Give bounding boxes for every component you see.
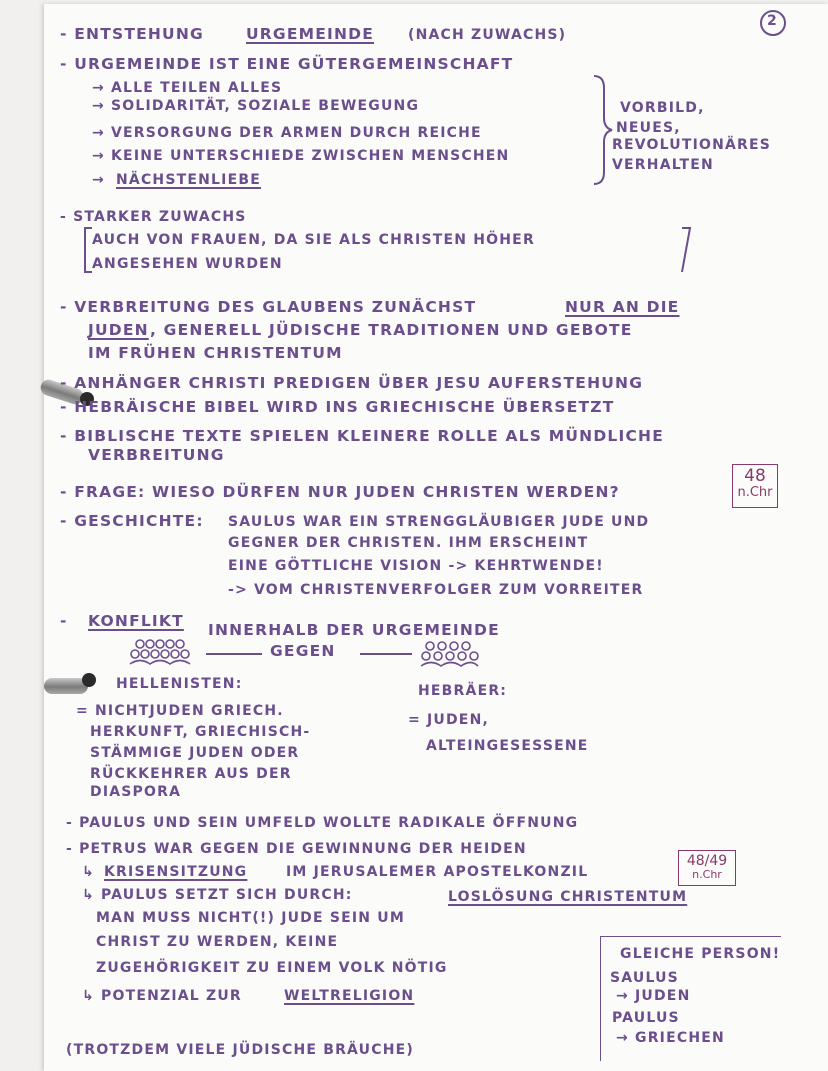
brace-note: NEUES,: [616, 120, 681, 136]
hellenisten-label: HELLENISTEN:: [116, 676, 243, 692]
stamp-year: 48: [744, 466, 766, 486]
crowd-right-icon: [418, 641, 480, 669]
list-item: → ALLE TEILEN ALLES: [92, 80, 283, 96]
starker-zuwachs: - STARKER ZUWACHS: [60, 209, 247, 225]
list-item: → SOLIDARITÄT, SOZIALE BEWEGUNG: [92, 98, 420, 114]
apostelkonzil-line: IM JERUSALEMER APOSTELKONZIL: [286, 864, 589, 880]
auferstehung-line: - ANHÄNGER CHRISTI PREDIGEN ÜBER JESU AUFERSTEHUNG: [60, 374, 644, 392]
brace-note: VORBILD,: [620, 100, 705, 116]
hebraeer-line: ALTEINGESESSENE: [426, 738, 589, 754]
brace-note: REVOLUTIONÄRES: [612, 137, 772, 153]
bibel-line: - HEBRÄISCHE BIBEL WIRD INS GRIECHISCHE ÜBERSETZT: [60, 398, 615, 416]
hellenisten-line: RÜCKKEHRER AUS DER: [90, 766, 292, 782]
geschichte-label: - GESCHICHTE:: [60, 512, 204, 530]
year-stamp-48: [732, 464, 778, 508]
fruehen-christentum: IM FRÜHEN CHRISTENTUM: [88, 344, 343, 362]
list-item: → VERSORGUNG DER ARMEN DURCH REICHE: [92, 125, 482, 141]
loesloesung-christentum: LOSLÖSUNG CHRISTENTUM: [448, 889, 688, 905]
box-line: → GRIECHEN: [616, 1030, 725, 1046]
continuation-line: MAN MUSS NICHT(!) JUDE SEIN UM: [96, 910, 405, 926]
hebraeer-line: = JUDEN,: [408, 712, 490, 728]
box-line: PAULUS: [612, 1010, 680, 1026]
brace-note: VERHALTEN: [612, 157, 714, 173]
verbreitung-line: - VERBREITUNG DES GLAUBENS ZUNÄCHST: [60, 298, 477, 316]
krisensitzung-prefix: ↳: [82, 864, 95, 880]
hebraeer-label: HEBRÄER:: [418, 683, 508, 699]
page-number: 2: [767, 13, 778, 29]
crowd-left-icon: [126, 639, 192, 667]
gegen-label: GEGEN: [270, 642, 336, 660]
list-item: → KEINE UNTERSCHIEDE ZWISCHEN MENSCHEN: [92, 148, 510, 164]
list-item-prefix: →: [92, 172, 105, 188]
list-item: NÄCHSTENLIEBE: [116, 172, 261, 188]
petrus-line: - PETRUS WAR GEGEN DIE GEWINNUNG DER HEIDEN: [66, 841, 527, 857]
paulus-line: - PAULUS UND SEIN UMFELD WOLLTE RADIKALE ÖFFNUNG: [66, 815, 579, 831]
hellenisten-line: HERKUNFT, GRIECHISCH-: [90, 724, 311, 740]
traditionen-line: , GENERELL JÜDISCHE TRADITIONEN UND GEBOTE: [150, 321, 633, 339]
weltreligion: WELTRELIGION: [284, 988, 415, 1004]
curly-brace-icon: [590, 74, 614, 186]
continuation-line: ZUGEHÖRIGKEIT ZU EINEM VOLK NÖTIG: [96, 960, 448, 976]
nur-an-die: NUR AN DIE: [565, 298, 680, 316]
story-line: SAULUS WAR EIN STRENGGLÄUBIGER JUDE UND: [228, 514, 650, 530]
bracket-line: ANGESEHEN WURDEN: [92, 256, 283, 272]
box-line: SAULUS: [610, 970, 679, 986]
footer-note: (TROTZDEM VIELE JÜDISCHE BRÄUCHE): [66, 1042, 414, 1058]
title-nach-zuwachs: (NACH ZUWACHS): [408, 27, 567, 43]
box-line: → JUDEN: [616, 988, 691, 1004]
hellenisten-line: = NICHTJUDEN GRIECH.: [76, 703, 284, 719]
stamp-era: n.Chr: [692, 867, 722, 881]
stamp-era: n.Chr: [737, 484, 773, 500]
paulus-setzt-line: ↳ PAULUS SETZT SICH DURCH:: [82, 887, 353, 903]
title-entstehung: - ENTSTEHUNG: [60, 25, 204, 43]
guetergemeinschaft-line: - URGEMEINDE IST EINE GÜTERGEMEINSCHAFT: [60, 55, 514, 73]
continuation-line: CHRIST ZU WERDEN, KEINE: [96, 934, 339, 950]
dash-right-icon: [360, 652, 412, 656]
konflikt-title: INNERHALB DER URGEMEINDE: [208, 621, 500, 639]
dash-left-icon: [206, 652, 262, 656]
frage-line: - FRAGE: WIESO DÜRFEN NUR JUDEN CHRISTEN WERDEN?: [60, 483, 620, 501]
box-title: GLEICHE PERSON!: [620, 946, 781, 962]
bracket-line: AUCH VON FRAUEN, DA SIE ALS CHRISTEN HÖHER: [92, 232, 535, 248]
konflikt: KONFLIKT: [88, 612, 184, 630]
biblische-texte-line: - BIBLISCHE TEXTE SPIELEN KLEINERE ROLLE ALS MÜNDLICHE: [60, 427, 664, 445]
hellenisten-line: STÄMMIGE JUDEN ODER: [90, 745, 300, 761]
title-urgemeinde: URGEMEINDE: [246, 25, 375, 43]
potenzial-line: ↳ POTENZIAL ZUR: [82, 988, 242, 1004]
verbreitung-word: VERBREITUNG: [88, 446, 225, 464]
story-line: EINE GÖTTLICHE VISION -> KEHRTWENDE!: [228, 558, 604, 574]
hellenisten-line: DIASPORA: [90, 784, 182, 800]
story-line: -> VOM CHRISTENVERFOLGER ZUM VORREITER: [228, 582, 644, 598]
krisensitzung: KRISENSITZUNG: [104, 864, 248, 880]
stamp-year: 48/49: [686, 853, 728, 869]
story-line: GEGNER DER CHRISTEN. IHM ERSCHEINT: [228, 535, 589, 551]
juden-underlined: JUDEN: [88, 321, 149, 339]
punch-hole-bottom: [82, 673, 96, 687]
bracket-right-icon: [676, 226, 694, 274]
year-stamp-48-49: [678, 850, 736, 886]
konflikt-dash: -: [60, 612, 68, 630]
